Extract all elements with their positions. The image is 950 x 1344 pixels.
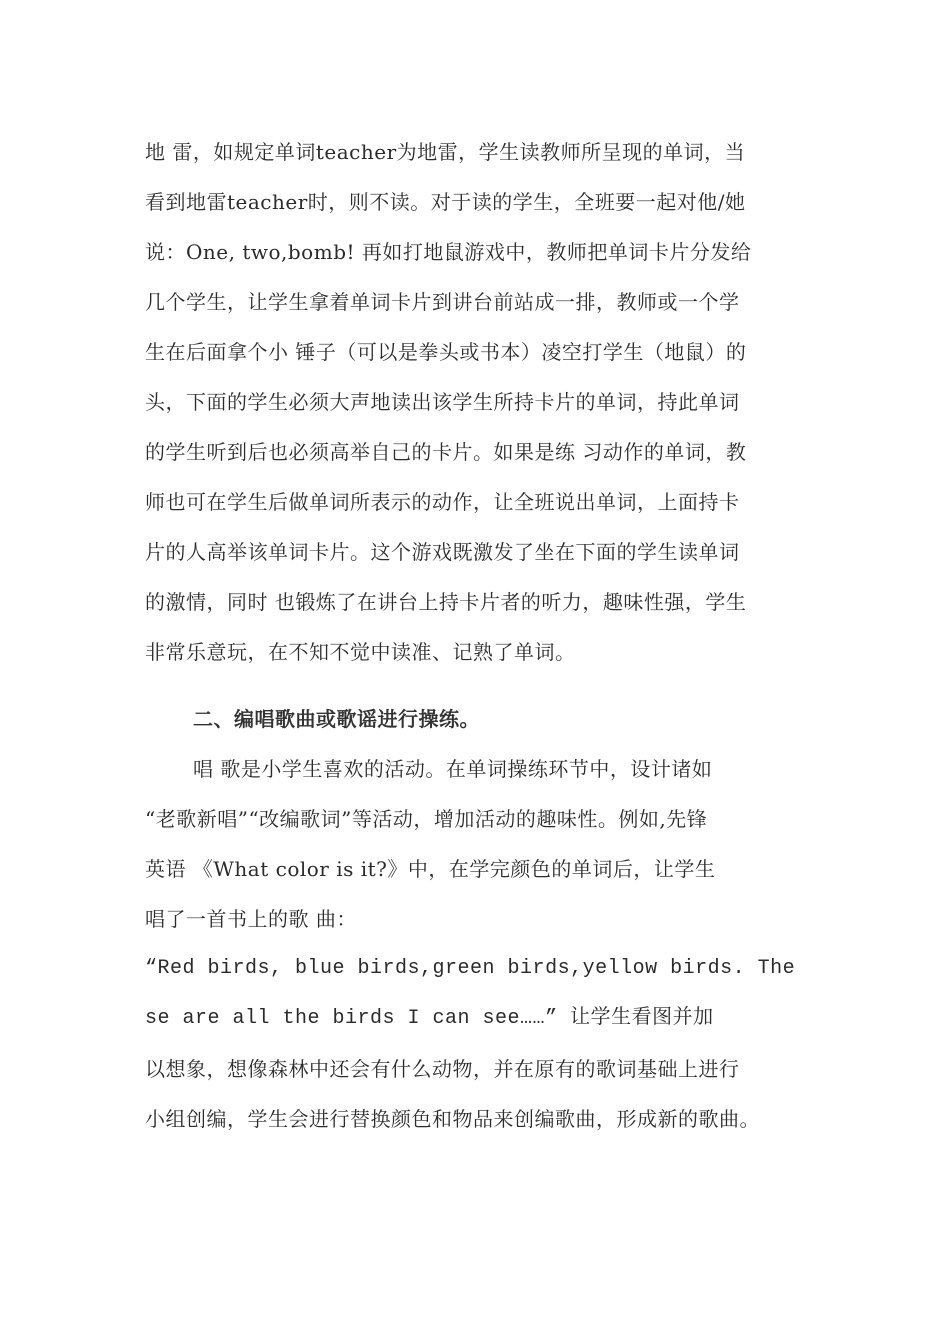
paragraph-line: 小组创编，学生会进行替换颜色和物品来创编歌曲，形成新的歌曲。 [145,1107,760,1131]
paragraph-line: 的学生听到后也必须高举自己的卡片。如果是练 习动作的单词，教 [145,440,747,464]
paragraph-line: 非常乐意玩，在不知不觉中读准、记熟了单词。 [145,640,576,664]
paragraph-line: 片的人高举该单词卡片。这个游戏既激发了坐在下面的学生读单词 [145,540,740,564]
paragraph-line: “老歌新唱”“改编歌词”等活动，增加活动的趣味性。例如,先锋 [145,807,708,831]
paragraph-line: 英语 《What color is it?》中，在学完颜色的单词后，让学生 [145,857,716,881]
paragraph-line: 师也可在学生后做单词所表示的动作，让全班说出单词，上面持卡 [145,490,740,514]
paragraph-line: 头，下面的学生必须大声地读出该学生所持卡片的单词，持此单词 [145,390,740,414]
lyrics-line: se are all the birds I can see……” 让学生看图并加 [145,1007,714,1030]
paragraph-line: 看到地雷teacher时，则不读。对于读的学生，全班要一起对他/她 [145,190,746,214]
paragraph-line: 的激情，同时 也锻炼了在讲台上持卡片者的听力，趣味性强，学生 [145,590,747,614]
paragraph-line: 说：One, two,bomb! 再如打地鼠游戏中，教师把单词卡片分发给 [145,240,752,264]
paragraph-line: 唱 歌是小学生喜欢的活动。在单词操练环节中，设计诸如 [193,757,713,781]
paragraph-line: 唱了一首书上的歌 曲： [145,907,357,931]
paragraph-line: 几个学生，让学生拿着单词卡片到讲台前站成一排，教师或一个学 [145,290,740,314]
lyrics-line: “Red birds, blue birds,green birds,yellow birds. The [145,957,796,980]
paragraph-line: 生在后面拿个小 锤子（可以是拳头或书本）凌空打学生（地鼠）的 [145,340,747,364]
paragraph-line: 以想象，想像森林中还会有什么动物，并在原有的歌词基础上进行 [145,1057,740,1081]
paragraph-line: 地 雷，如规定单词teacher为地雷，学生读教师所呈现的单词，当 [145,140,746,164]
section-heading: 二、编唱歌曲或歌谣进行操练。 [193,707,480,731]
